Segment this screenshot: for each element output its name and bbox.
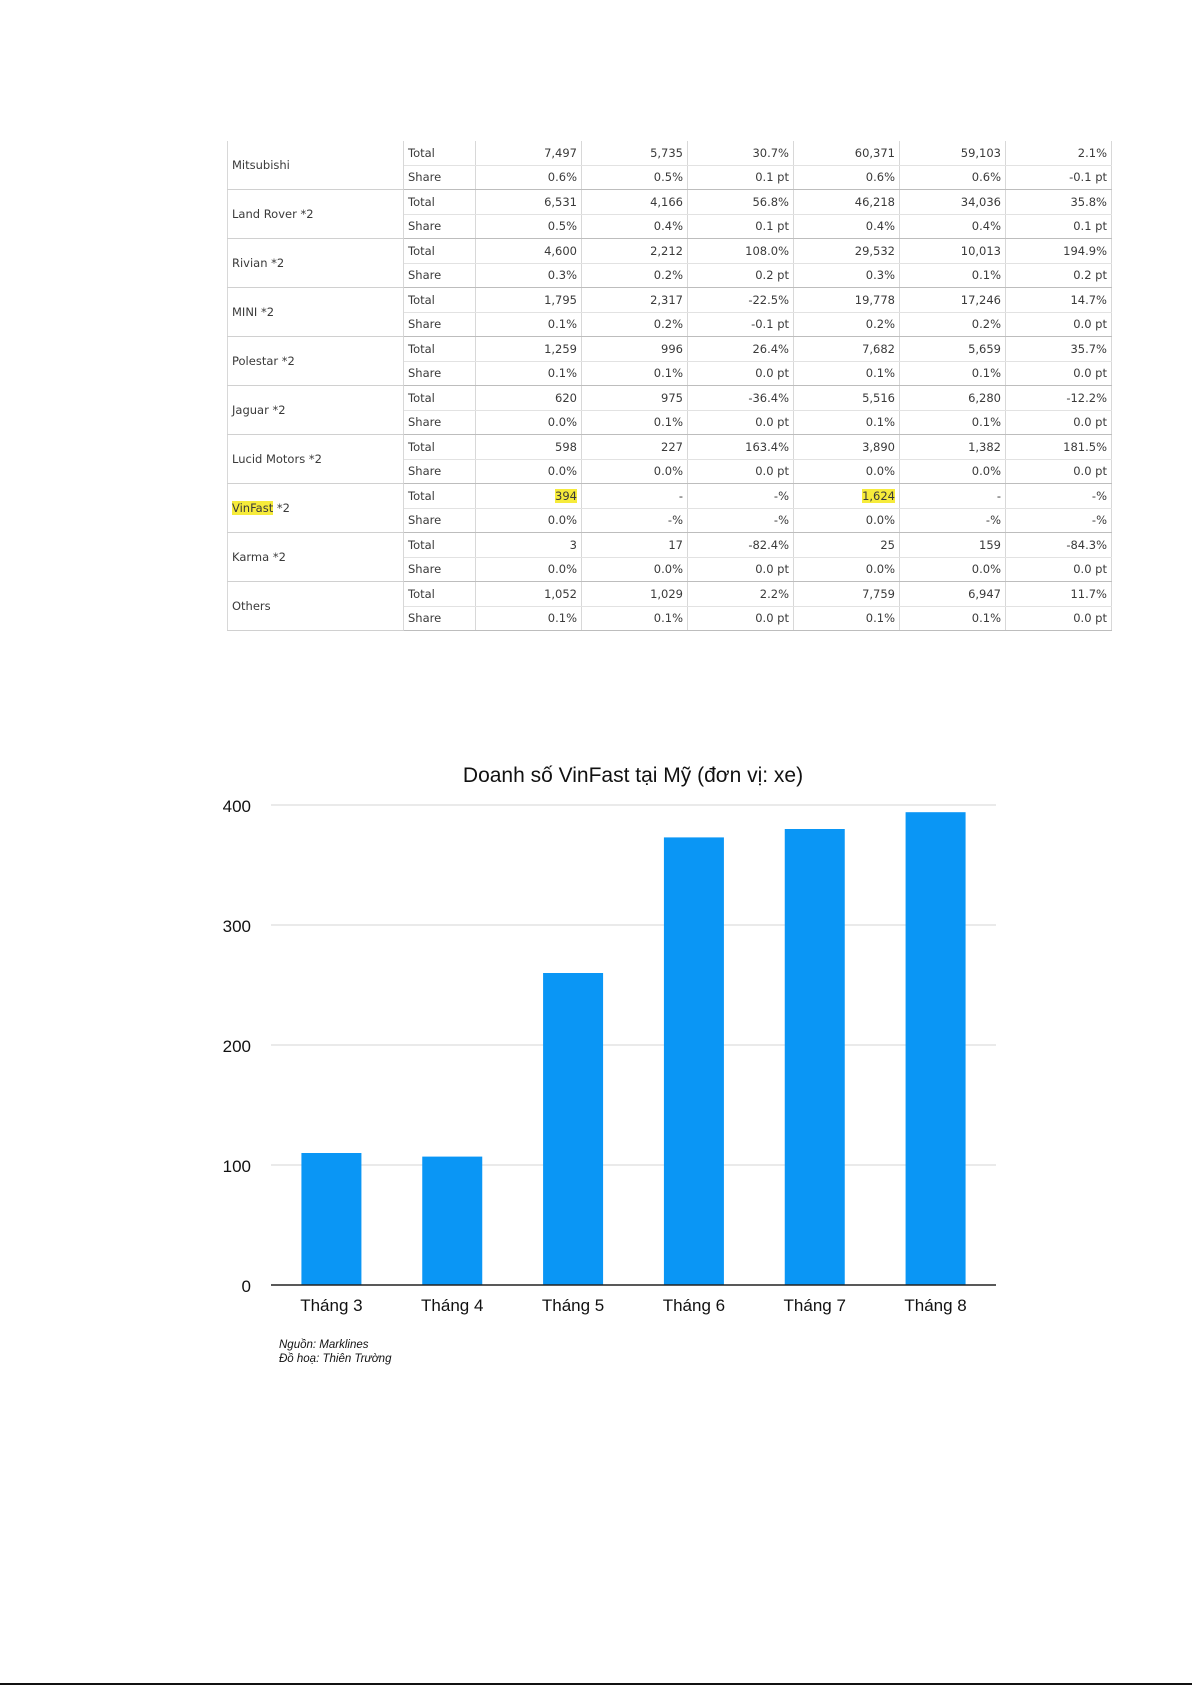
value-cell: 0.0%: [794, 508, 900, 533]
value-cell: 0.2%: [794, 312, 900, 337]
value-cell: 0.1%: [476, 606, 582, 631]
value-cell: 975: [582, 386, 688, 411]
value-cell: 0.0%: [900, 459, 1006, 484]
graphics-credit-line: Đồ hoạ: Thiên Trường: [279, 1353, 392, 1365]
value-cell: 2.2%: [688, 582, 794, 607]
brand-cell: MINI *2: [228, 288, 404, 337]
share-label: Share: [404, 312, 476, 337]
y-tick-label: 200: [222, 1037, 251, 1056]
value-cell: 0.1%: [900, 361, 1006, 386]
value-cell: -0.1 pt: [1006, 165, 1112, 190]
value-cell: -12.2%: [1006, 386, 1112, 411]
table-row: [228, 288, 1112, 313]
value-cell: 6,947: [900, 582, 1006, 607]
value-cell: 0.2 pt: [1006, 263, 1112, 288]
value-cell: 5,516: [794, 386, 900, 411]
share-label: Share: [404, 459, 476, 484]
value-cell: 0.5%: [476, 214, 582, 239]
value-cell: 34,036: [900, 190, 1006, 215]
value-cell: 0.3%: [794, 263, 900, 288]
value-cell: 1,029: [582, 582, 688, 607]
table-row: [228, 582, 1112, 607]
value-cell: 0.0 pt: [1006, 312, 1112, 337]
bar: [543, 973, 603, 1285]
value-cell: -36.4%: [688, 386, 794, 411]
value-cell: 0.0 pt: [688, 459, 794, 484]
brand-cell: [228, 484, 404, 533]
highlighted-value: 1,624: [862, 488, 895, 503]
table-row: [228, 484, 1112, 509]
value-cell: 25: [794, 533, 900, 558]
value-cell: 0.0 pt: [688, 410, 794, 435]
value-cell: 0.0 pt: [688, 361, 794, 386]
share-label: Share: [404, 508, 476, 533]
value-cell: 0.6%: [900, 165, 1006, 190]
value-cell: 0.2 pt: [688, 263, 794, 288]
value-cell: -: [900, 484, 1006, 509]
value-cell: 0.1%: [582, 606, 688, 631]
value-cell: 108.0%: [688, 239, 794, 264]
share-label: Share: [404, 165, 476, 190]
value-cell: 3,890: [794, 435, 900, 460]
value-cell: 0.0 pt: [1006, 557, 1112, 582]
value-cell: 4,600: [476, 239, 582, 264]
value-cell: 0.0 pt: [1006, 410, 1112, 435]
value-cell: 6,531: [476, 190, 582, 215]
bar: [906, 812, 966, 1285]
value-cell: 0.0%: [476, 508, 582, 533]
bar: [664, 837, 724, 1285]
share-label: Share: [404, 557, 476, 582]
table-row: [228, 141, 1112, 165]
value-cell: 0.0%: [794, 459, 900, 484]
value-cell: 0.1%: [794, 361, 900, 386]
value-cell: 2,317: [582, 288, 688, 313]
brand-cell: Others: [228, 582, 404, 631]
value-cell: 0.2%: [582, 263, 688, 288]
vinfast-sales-chart: [0, 745, 1192, 1385]
x-tick-label: Tháng 5: [541, 1296, 605, 1315]
share-label: Share: [404, 263, 476, 288]
value-cell: 0.0%: [476, 459, 582, 484]
brand-cell: Polestar *2: [228, 337, 404, 386]
share-label: Share: [404, 410, 476, 435]
value-cell: 5,659: [900, 337, 1006, 362]
total-label: Total: [404, 435, 476, 460]
value-cell: 194.9%: [1006, 239, 1112, 264]
table-row: [228, 533, 1112, 558]
x-tick-label: Tháng 8: [904, 1296, 967, 1315]
value-cell: -%: [1006, 484, 1112, 509]
value-cell: -%: [688, 508, 794, 533]
value-cell: 60,371: [794, 141, 900, 165]
value-cell: -%: [688, 484, 794, 509]
value-cell: 0.0 pt: [1006, 361, 1112, 386]
value-cell: 0.0 pt: [1006, 606, 1112, 631]
value-cell: 0.0%: [582, 459, 688, 484]
total-label: Total: [404, 386, 476, 411]
value-cell: 17: [582, 533, 688, 558]
total-label: Total: [404, 239, 476, 264]
value-cell: 0.1 pt: [688, 165, 794, 190]
highlighted-value: 394: [555, 488, 577, 503]
value-cell: -82.4%: [688, 533, 794, 558]
value-cell: 0.0%: [794, 557, 900, 582]
value-cell: 0.0 pt: [688, 557, 794, 582]
total-label: Total: [404, 141, 476, 165]
value-cell: 0.2%: [582, 312, 688, 337]
value-cell: 35.7%: [1006, 337, 1112, 362]
value-cell: 0.3%: [476, 263, 582, 288]
value-cell: 56.8%: [688, 190, 794, 215]
table-row: [228, 386, 1112, 411]
value-cell: 996: [582, 337, 688, 362]
value-cell: 0.0%: [582, 557, 688, 582]
value-cell: 0.2%: [900, 312, 1006, 337]
value-cell: 17,246: [900, 288, 1006, 313]
value-cell: 620: [476, 386, 582, 411]
value-cell: 26.4%: [688, 337, 794, 362]
value-cell: 0.0%: [900, 557, 1006, 582]
value-cell: -84.3%: [1006, 533, 1112, 558]
value-cell: 598: [476, 435, 582, 460]
table-row: [228, 435, 1112, 460]
value-cell: 0.1%: [582, 410, 688, 435]
total-label: Total: [404, 288, 476, 313]
bar: [301, 1153, 361, 1285]
table-row: [228, 190, 1112, 215]
value-cell: 0.4%: [794, 214, 900, 239]
x-tick-label: Tháng 4: [421, 1296, 484, 1315]
value-cell: 181.5%: [1006, 435, 1112, 460]
value-cell: 59,103: [900, 141, 1006, 165]
value-cell: 0.4%: [582, 214, 688, 239]
value-cell: 0.1%: [794, 410, 900, 435]
bar: [785, 829, 845, 1285]
total-label: Total: [404, 190, 476, 215]
value-cell: 4,166: [582, 190, 688, 215]
chart-title: Doanh số VinFast tại Mỹ (đơn vị: xe): [462, 764, 804, 787]
value-cell: 0.1 pt: [688, 214, 794, 239]
value-cell: 0.5%: [582, 165, 688, 190]
bar: [422, 1157, 482, 1285]
value-cell: 0.4%: [900, 214, 1006, 239]
value-cell: 0.1%: [794, 606, 900, 631]
brand-cell: Karma *2: [228, 533, 404, 582]
value-cell: -22.5%: [688, 288, 794, 313]
value-cell: 7,497: [476, 141, 582, 165]
value-cell: [476, 484, 582, 509]
value-cell: 1,795: [476, 288, 582, 313]
value-cell: 227: [582, 435, 688, 460]
value-cell: -0.1 pt: [688, 312, 794, 337]
value-cell: -: [582, 484, 688, 509]
value-cell: 0.0 pt: [688, 606, 794, 631]
value-cell: 29,532: [794, 239, 900, 264]
value-cell: 0.0%: [476, 557, 582, 582]
value-cell: 0.0 pt: [1006, 459, 1112, 484]
value-cell: 163.4%: [688, 435, 794, 460]
value-cell: 7,759: [794, 582, 900, 607]
value-cell: 0.1%: [476, 361, 582, 386]
brand-cell: Land Rover *2: [228, 190, 404, 239]
table-row: [228, 239, 1112, 264]
value-cell: 10,013: [900, 239, 1006, 264]
brand-suffix: *2: [273, 501, 290, 515]
table-row: [228, 337, 1112, 362]
total-label: Total: [404, 582, 476, 607]
value-cell: 2.1%: [1006, 141, 1112, 165]
value-cell: 5,735: [582, 141, 688, 165]
brand-cell: Rivian *2: [228, 239, 404, 288]
source-line: Nguồn: Marklines: [279, 1339, 369, 1351]
value-cell: 11.7%: [1006, 582, 1112, 607]
value-cell: 0.0%: [476, 410, 582, 435]
brand-highlight: VinFast: [232, 501, 274, 515]
value-cell: 0.1%: [476, 312, 582, 337]
value-cell: 7,682: [794, 337, 900, 362]
share-label: Share: [404, 361, 476, 386]
brand-cell: Jaguar *2: [228, 386, 404, 435]
value-cell: 30.7%: [688, 141, 794, 165]
value-cell: 1,052: [476, 582, 582, 607]
table-body: [228, 141, 1112, 631]
x-tick-label: Tháng 7: [783, 1296, 846, 1315]
y-tick-label: 300: [222, 917, 251, 936]
value-cell: 0.1%: [900, 410, 1006, 435]
value-cell: 0.1%: [582, 361, 688, 386]
total-label: Total: [404, 484, 476, 509]
value-cell: 46,218: [794, 190, 900, 215]
y-tick-label: 400: [222, 797, 251, 816]
value-cell: -%: [1006, 508, 1112, 533]
chart-source-note: [279, 1338, 391, 1366]
brand-cell: Mitsubishi: [228, 141, 404, 190]
value-cell: 1,382: [900, 435, 1006, 460]
y-tick-label: 100: [222, 1157, 251, 1176]
value-cell: 0.6%: [476, 165, 582, 190]
x-tick-label: Tháng 3: [300, 1296, 363, 1315]
value-cell: 6,280: [900, 386, 1006, 411]
brand-cell: Lucid Motors *2: [228, 435, 404, 484]
value-cell: 0.1%: [900, 606, 1006, 631]
value-cell: 19,778: [794, 288, 900, 313]
total-label: Total: [404, 337, 476, 362]
value-cell: 2,212: [582, 239, 688, 264]
total-label: Total: [404, 533, 476, 558]
value-cell: 159: [900, 533, 1006, 558]
share-label: Share: [404, 606, 476, 631]
value-cell: -%: [900, 508, 1006, 533]
value-cell: 0.1 pt: [1006, 214, 1112, 239]
value-cell: 3: [476, 533, 582, 558]
y-tick-label: 0: [241, 1277, 251, 1296]
value-cell: [794, 484, 900, 509]
value-cell: 14.7%: [1006, 288, 1112, 313]
value-cell: -%: [582, 508, 688, 533]
value-cell: 35.8%: [1006, 190, 1112, 215]
value-cell: 0.1%: [900, 263, 1006, 288]
share-label: Share: [404, 214, 476, 239]
value-cell: 0.6%: [794, 165, 900, 190]
value-cell: 1,259: [476, 337, 582, 362]
x-tick-label: Tháng 6: [662, 1296, 726, 1315]
sales-table: [227, 141, 1112, 631]
